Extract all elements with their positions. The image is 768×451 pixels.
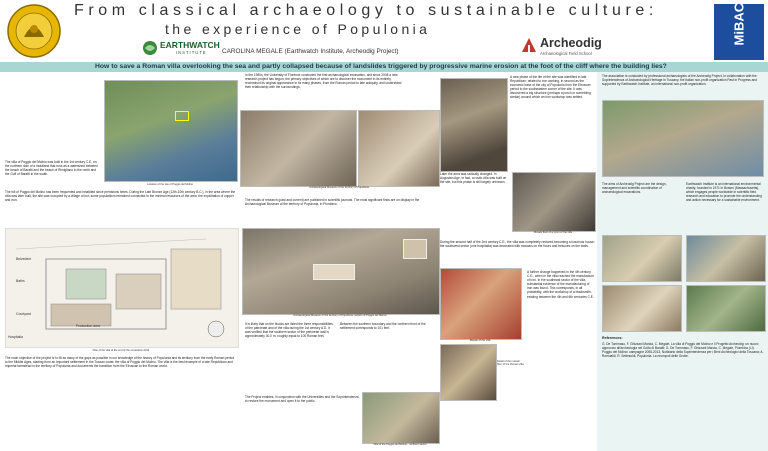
caption-villa-north: Villa of the Poggio del Molino - northern sector	[373, 443, 427, 446]
mosaic-photo-2	[440, 268, 522, 340]
col3-fourth-century	[527, 270, 595, 302]
plan-label-courtyard: Courtyard	[16, 312, 31, 316]
caption-inscription: Archaeological Museum of the territory of Populonia, section of Poggio del Molino	[293, 314, 387, 317]
col1-objective	[5, 356, 237, 371]
archeodig-sub: Archaeological Field School	[540, 51, 592, 56]
poster-header	[0, 0, 768, 62]
research-question: How to save a Roman villa overlooking the sea and partly collapsed because of landslides triggered by progressive marine erosion at the foot of the cliff where the building lies?	[95, 63, 667, 70]
volunteers-photo-2	[686, 235, 766, 282]
col4-earthwatch	[686, 182, 764, 205]
author-line: CAROLINA MEGALE (Earthwatch Institute, Archeodig Project)	[222, 48, 399, 55]
col2-paragraph-1: In the 1980s, the University of Florence conducted the first archaeological excavation, and since 2008 a new research project has begun; the primary objectives of which are to discover the monument in its entirety, reconstruct its original appearance in its many phases, from the Roman period to late antiquity, and understand their relationship with the surroundings.	[245, 73, 402, 90]
col2-paragraph-5: Between the southern boundary and the northern front of the settlement corresponds to 101 feet.	[340, 322, 426, 331]
col3-later	[440, 172, 508, 187]
col4-paragraph-3: Earthwatch Institute is an international environmental charity, founded in 1971 in Boston (Massachusetts), which engages people worldwide in scientific field research and education to promote the understanding and action necessary for a sustainable environment.	[686, 182, 762, 203]
references-text: G. De Tommaso, F. Ghizzani Marcia, C. Megale, La villa di Poggio del Molino e il Progetto Archeodig: un nuovo approccio all'archeologia nel Golfo di Baratti; G. De Tommaso, F. Ghizzani Marcia, C. Megale, Piombino (LI). Poggio del Molino: campagne 2008-2013, Notiziario della Soprintendenza per i Beni Archeologici della Toscana; A. Romualdi, R. Settesoldi, Populonia. La necropoli delle Grotte.	[602, 342, 764, 359]
museum-photo-2	[358, 110, 440, 187]
plan-label-belvedere: Belvedere	[16, 257, 32, 261]
col2-blocks	[245, 322, 335, 341]
villa-plan	[5, 228, 239, 348]
col2-paragraph-2: The results of research (past and current) are published in scientific journals. The most significant finds are on display in the Archaeological Museum of the territory of Populonia, in Piombino.	[245, 198, 420, 207]
earthwatch-sub: INSTITUTE	[176, 50, 207, 55]
plan-label-hospitalia: Hospitalia	[8, 335, 23, 339]
col1-paragraph-2: The hill of Poggio del Molino has been frequented and inhabited since prehistoric times. During the Late Bronze Age (12th-10th century B.C.), in the area where the villa was later built, the site was occupied by a village of hut; some populations remained connected to the mineral resources of the area, the exploitation of copper and iron.	[5, 190, 236, 203]
col3-paragraph-1: A new phase of the life of the site was identified in late Republican; related to iron working, in second as the economic base of the city of Populonia from the Etruscan period to the southeastern corner of the site. It was discovered a big structure (perhaps a porch or something similar) around which an iron workshop was settled.	[510, 75, 591, 100]
earthwatch-name: EARTHWATCH	[160, 40, 220, 50]
references-title: References:	[602, 336, 623, 340]
inscription-block	[313, 264, 355, 280]
volunteers-photo-4	[686, 285, 766, 332]
caption-plan: Plan of the villa at the end of the excavation 2014	[92, 349, 150, 352]
references-list	[602, 342, 764, 361]
site-marker	[175, 111, 189, 121]
plan-label-production: Production area	[76, 324, 100, 328]
mosaic-photo-1	[512, 172, 596, 232]
plan-label-baths: Baths	[16, 279, 25, 283]
col3-new-phase	[510, 75, 592, 103]
museum-photo-1	[240, 110, 357, 187]
caption-mosaic-1: Mosaic floor of a room of the villa	[533, 231, 573, 234]
caption-location: Location of the site of Poggio del Molino	[147, 183, 193, 186]
earthwatch-globe-icon	[142, 40, 158, 56]
team-photo	[602, 100, 764, 177]
col4-archeodig	[602, 182, 680, 197]
poster-title-line2: the experience of Populonia	[165, 21, 431, 37]
mibac-text: MiBAC	[731, 2, 747, 46]
mibac-logo	[714, 4, 764, 60]
col2-paragraph-3: It is likely that on the blocks are listed the three responsibilities of the patronate and of the villa during the 1st century A.D. It was verified that the southern sector of the perimeter wall is approximately 30.0 m, roughly equal to 100 Roman feet.	[245, 322, 333, 339]
mosaic-photo-3	[440, 344, 497, 401]
col3-paragraph-3: During the second half of the 2nd century C.E., the villa was completely restored becoming a luxurious house: the southwest sector (one hospitalia) was decorated with mosaics on the floors and frescoes on the walls.	[440, 240, 595, 249]
col1-intro	[5, 160, 100, 179]
poster-title-line1: From classical archaeology to sustainable culture:	[74, 2, 658, 19]
villa-plan-drawing	[6, 229, 238, 347]
aerial-photo-location	[104, 80, 238, 182]
col1-paragraph-1: The villa of Poggio del Molino was built in the 1st century C.E. on the northern side of a headland that runs as a watershed between the beach of Baratti and the beach of Rimigliano in the north and the Gulf of Baratti in the south.	[5, 160, 98, 177]
col2-results	[245, 198, 440, 209]
col2-paragraph-4: The Project enables, in conjunction with the Universities and the Soprintendenza, to restore the monument and open it to the public.	[245, 395, 360, 404]
caption-mosaic-3: Detail of the mosaic floor of the Roman villa	[497, 360, 524, 367]
archeodig-name: Archeodig	[540, 36, 602, 50]
col1-history	[5, 190, 237, 205]
villa-north-photo	[362, 392, 440, 444]
col1-paragraph-3: The main objective of the project is to fill as many of the gaps as possible in our knowledge of the history of Populonia and its territory from the early Roman period to the Middle Ages, starting from an important settlement in the Tuscan coast: the villa of Poggio del Molino. The villa is the best example of a late Republican and Imperial farmstead in the territory of Populonia and documents the transition from the Etruscan to the Roman world.	[5, 356, 235, 369]
col2-intro	[245, 73, 405, 92]
excavation-photo	[440, 78, 508, 172]
col4-paragraph-1: The association is conducted by professional archaeologists of the Archeodig Project, in collaboration with the Soprintendenza of Archaeological Heritage in Tuscany, the Italian non-profit organization Past in Progress and supported by Earthwatch Institute, an international non-profit organization.	[602, 74, 757, 87]
volunteers-photo-1	[602, 235, 682, 282]
col4-association	[602, 74, 764, 89]
col3-second-century	[440, 240, 595, 251]
col2-project	[245, 395, 360, 406]
populonia-seal-icon	[6, 3, 62, 59]
col3-paragraph-2: Later the area was radically changed. In Augustan Age, in fact, a rustic villa was built on the site, but this phase is still largely unknown.	[440, 172, 507, 185]
inscription-detail	[403, 239, 427, 259]
col4-paragraph-2: The aims of Archeodig Project are the design, management and scientific coordination of archaeological excavations.	[602, 182, 667, 195]
caption-mosaic-2: Mosaic of the villa	[469, 339, 491, 342]
inscription-photo	[242, 228, 440, 315]
archeodig-trowel-icon	[520, 36, 538, 54]
col2-boundary	[340, 322, 435, 333]
col3-paragraph-4: A further change happened in the 4th century C.E., when in the villa reached the manufacture of iron. In the southeast sector of the villa, substantial evidence of the manufacturing of iron was found. This corresponds, in all probability, with the workshop of a blacksmith, existing between the 4th and 6th centuries C.E.	[527, 270, 594, 299]
volunteers-photo-3	[602, 285, 682, 332]
caption-museum: Archaeological Museum of the territory of Populonia	[309, 186, 369, 189]
